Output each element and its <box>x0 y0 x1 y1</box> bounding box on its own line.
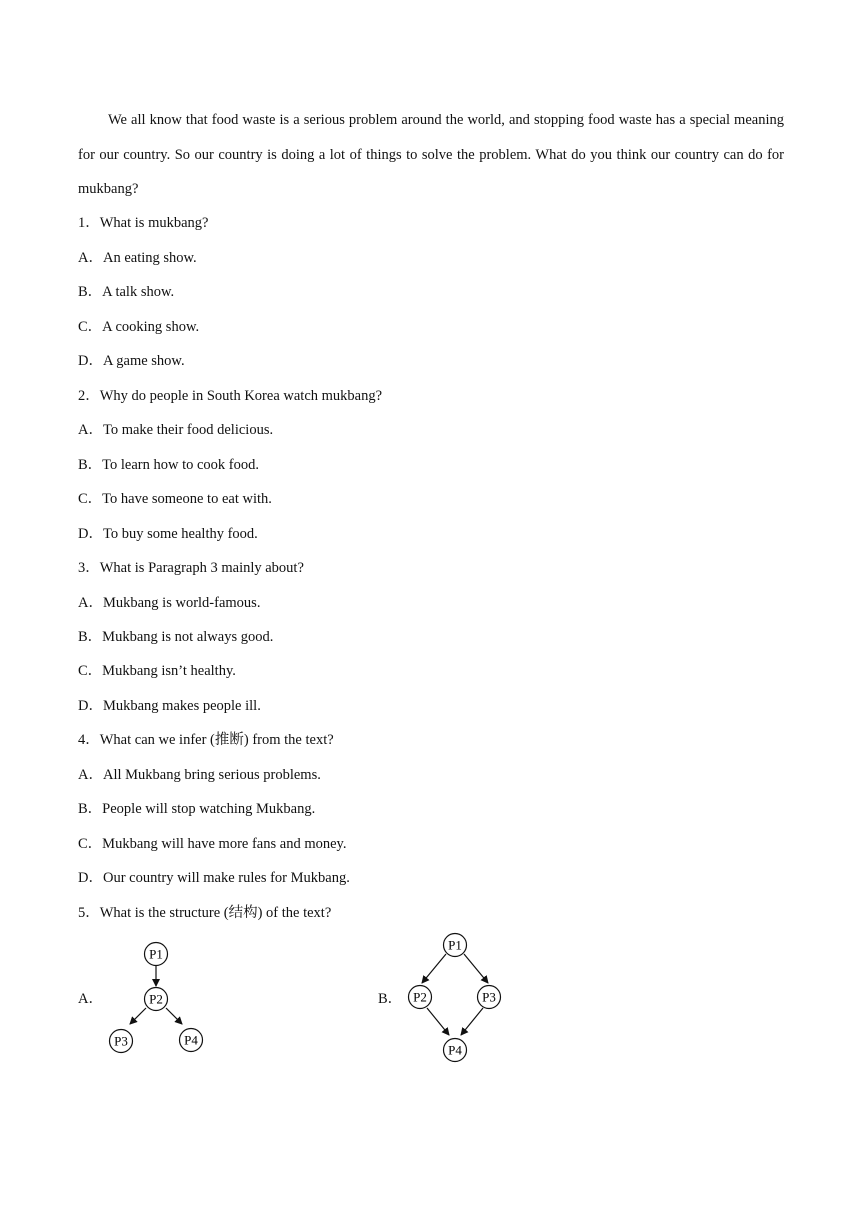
question-4-option-b[interactable]: B．People will stop watching Mukbang. <box>78 801 316 817</box>
svg-text:P3: P3 <box>114 1033 128 1049</box>
node-p2 <box>409 986 432 1009</box>
svg-text:P2: P2 <box>413 989 427 1005</box>
question-1-option-b[interactable]: B．A talk show. <box>78 284 175 300</box>
node-p2 <box>145 988 168 1011</box>
question-4-stem: 4．What can we infer (推断) from the text? <box>78 732 334 748</box>
node-p1 <box>444 934 467 957</box>
question-3-option-a[interactable]: A．Mukbang is world-famous. <box>78 595 261 611</box>
svg-text:P1: P1 <box>149 946 163 962</box>
structure-diagram-a[interactable] <box>100 936 212 1060</box>
question-2-option-c[interactable]: C．To have someone to eat with. <box>78 491 272 507</box>
question-1-option-a[interactable]: A．An eating show. <box>78 250 197 266</box>
question-4-option-a[interactable]: A．All Mukbang bring serious problems. <box>78 767 321 783</box>
question-1-option-c[interactable]: C．A cooking show. <box>78 319 200 335</box>
question-5-option-b-label[interactable]: B． <box>378 991 403 1007</box>
question-3-option-c[interactable]: C．Mukbang isn’t healthy. <box>78 663 236 679</box>
question-1-option-d[interactable]: D．A game show. <box>78 353 185 369</box>
svg-text:P1: P1 <box>448 937 462 953</box>
question-3-stem: 3．What is Paragraph 3 mainly about? <box>78 560 304 576</box>
question-5-option-a-label[interactable]: A． <box>78 991 103 1007</box>
node-p3 <box>110 1030 133 1053</box>
node-p4 <box>444 1039 467 1062</box>
question-2-option-a[interactable]: A．To make their food delicious. <box>78 422 274 438</box>
question-5-stem: 5．What is the structure (结构) of the text? <box>78 905 332 921</box>
svg-text:P3: P3 <box>482 989 496 1005</box>
node-p1 <box>145 943 168 966</box>
question-1-stem: 1．What is mukbang? <box>78 215 209 231</box>
question-4-option-d[interactable]: D．Our country will make rules for Mukbang. <box>78 870 350 886</box>
svg-text:P4: P4 <box>448 1042 462 1058</box>
passage-paragraph: We all know that food waste is a serious problem around the world, and stopping food waste has a special meaning for our country. So our country is doing a lot of things to solve the problem. What do you think our country can do for mukbang? <box>78 112 784 197</box>
svg-text:P4: P4 <box>184 1032 198 1048</box>
svg-text:P2: P2 <box>149 991 163 1007</box>
question-2-option-d[interactable]: D．To buy some healthy food. <box>78 526 258 542</box>
question-2-option-b[interactable]: B．To learn how to cook food. <box>78 457 260 473</box>
question-3-option-b[interactable]: B．Mukbang is not always good. <box>78 629 274 645</box>
structure-diagram-b[interactable] <box>400 928 510 1068</box>
question-3-option-d[interactable]: D．Mukbang makes people ill. <box>78 698 261 714</box>
question-4-option-c[interactable]: C．Mukbang will have more fans and money. <box>78 836 347 852</box>
node-p3 <box>478 986 501 1009</box>
question-2-stem: 2．Why do people in South Korea watch mukbang? <box>78 388 383 404</box>
node-p4 <box>180 1029 203 1052</box>
